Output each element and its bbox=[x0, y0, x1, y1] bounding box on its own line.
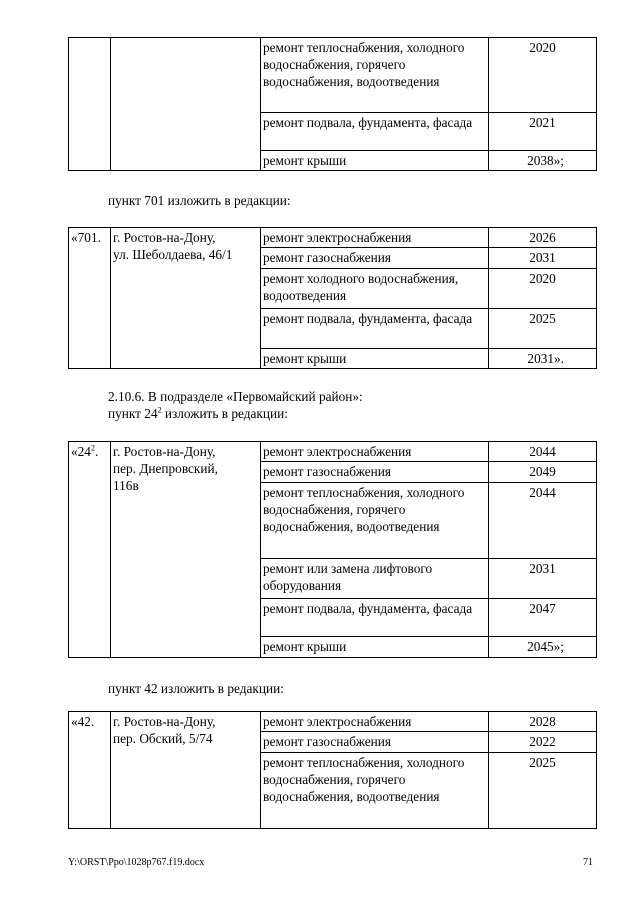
cell-address bbox=[111, 712, 261, 829]
cell-address bbox=[111, 228, 261, 369]
cell-year: 2049 bbox=[489, 462, 597, 483]
cell-year: 2025 bbox=[489, 309, 597, 349]
cell-number: «42. bbox=[69, 712, 111, 829]
paragraph-section-heading bbox=[108, 388, 363, 422]
cell-work: ремонт крыши bbox=[261, 349, 489, 369]
address-line: 116в bbox=[113, 478, 139, 493]
cell-address bbox=[111, 38, 261, 171]
cell-address bbox=[111, 442, 261, 658]
cell-work: ремонт подвала, фундамента, фасада bbox=[261, 599, 489, 637]
cell-year: 2025 bbox=[489, 753, 597, 829]
cell-work: ремонт холодного водоснабжения, водоотведения bbox=[261, 269, 489, 309]
cell-year: 2020 bbox=[489, 38, 597, 113]
cell-work: ремонт или замена лифтового оборудования bbox=[261, 559, 489, 599]
footer-file-path: Y:\ORST\Ppo\1028p767.f19.docx bbox=[68, 857, 205, 868]
cell-year: 2021 bbox=[489, 113, 597, 151]
cell-year: 2038»; bbox=[489, 151, 597, 171]
cell-year: 2028 bbox=[489, 712, 597, 732]
cell-number: «701. bbox=[69, 228, 111, 369]
paragraph-item-42: пункт 42 изложить в редакции: bbox=[108, 681, 284, 696]
section-heading-line: пункт $24^2$ изложить в редакции: bbox=[108, 405, 288, 421]
paragraph-item-701: пункт 701 изложить в редакции: bbox=[108, 193, 291, 208]
table-item-24-2 bbox=[68, 441, 597, 658]
cell-year: 2020 bbox=[489, 269, 597, 309]
cell-work: ремонт теплоснабжения, холодного водоснабжения, горячего водоснабжения, водоотведения bbox=[261, 38, 489, 113]
address-line: г. Ростов-на-Дону, bbox=[113, 230, 216, 245]
table-continuation bbox=[68, 37, 597, 171]
cell-year: 2045»; bbox=[489, 637, 597, 658]
address-line: пер. Обский, 5/74 bbox=[113, 731, 213, 746]
cell-work: ремонт крыши bbox=[261, 637, 489, 658]
section-heading-line: 2.10.6. В подразделе «Первомайский район»: bbox=[108, 389, 363, 404]
cell-number: «$24^2$. bbox=[69, 442, 111, 658]
cell-year: 2031 bbox=[489, 248, 597, 269]
cell-year: 2047 bbox=[489, 599, 597, 637]
address-line: г. Ростов-на-Дону, bbox=[113, 714, 216, 729]
table-item-701 bbox=[68, 227, 597, 369]
cell-work: ремонт электроснабжения bbox=[261, 442, 489, 462]
cell-year: 2026 bbox=[489, 228, 597, 248]
address-line: ул. Шеболдаева, 46/1 bbox=[113, 247, 233, 262]
table-item-42 bbox=[68, 711, 597, 829]
cell-work: ремонт газоснабжения bbox=[261, 462, 489, 483]
cell-work: ремонт электроснабжения bbox=[261, 712, 489, 732]
address-line: пер. Днепровский, bbox=[113, 461, 218, 476]
cell-work: ремонт газоснабжения bbox=[261, 732, 489, 753]
cell-work: ремонт теплоснабжения, холодного водоснабжения, горячего водоснабжения, водоотведения bbox=[261, 483, 489, 559]
cell-work: ремонт электроснабжения bbox=[261, 228, 489, 248]
cell-number bbox=[69, 38, 111, 171]
cell-year: 2044 bbox=[489, 483, 597, 559]
address-line: г. Ростов-на-Дону, bbox=[113, 444, 216, 459]
cell-year: 2031». bbox=[489, 349, 597, 369]
footer-page-number: 71 bbox=[583, 857, 593, 868]
cell-year: 2044 bbox=[489, 442, 597, 462]
cell-work: ремонт теплоснабжения, холодного водоснабжения, горячего водоснабжения, водоотведения bbox=[261, 753, 489, 829]
cell-work: ремонт газоснабжения bbox=[261, 248, 489, 269]
cell-year: 2031 bbox=[489, 559, 597, 599]
cell-year: 2022 bbox=[489, 732, 597, 753]
cell-work: ремонт подвала, фундамента, фасада bbox=[261, 309, 489, 349]
cell-work: ремонт подвала, фундамента, фасада bbox=[261, 113, 489, 151]
cell-work: ремонт крыши bbox=[261, 151, 489, 171]
